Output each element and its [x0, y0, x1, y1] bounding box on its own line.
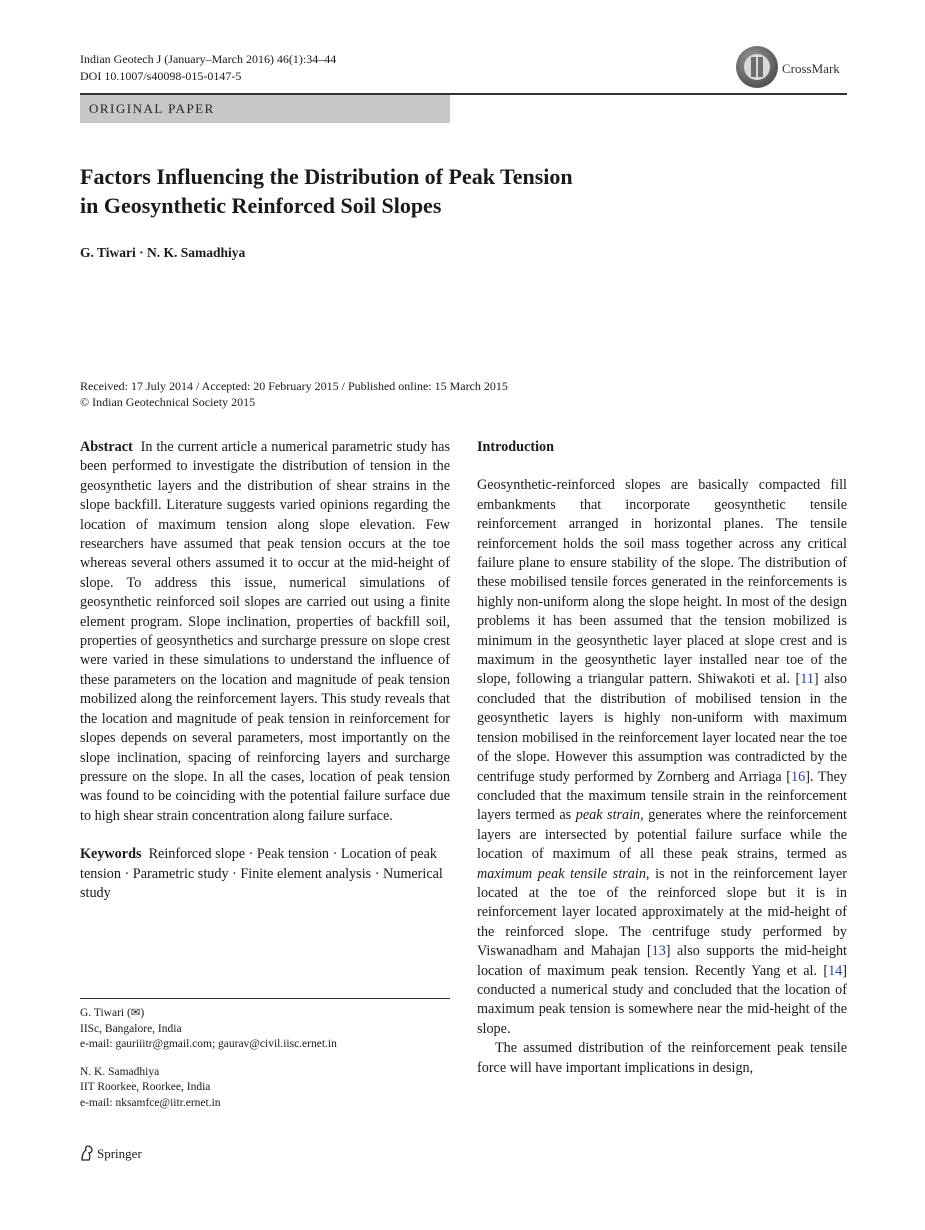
publisher-footer	[80, 1145, 142, 1165]
term-peak-strain: peak strain,	[575, 807, 644, 824]
springer-horse-icon	[80, 1145, 94, 1165]
history-line: Received: 17 July 2014 / Accepted: 20 February 2015 / Published online: 15 March 2015	[80, 379, 508, 393]
affiliation-name: G. Tiwari (✉)	[80, 1007, 145, 1019]
affiliation-email[interactable]: e-mail: nksamfce@iitr.ernet.in	[80, 1096, 221, 1109]
citation-link[interactable]: 16	[791, 768, 806, 785]
keywords	[80, 845, 450, 903]
crossmark-label: CrossMark	[782, 61, 840, 76]
crossmark-badge[interactable]	[736, 46, 848, 90]
affiliation-institution: IISc, Bangalore, India	[80, 1022, 182, 1035]
copyright-line: © Indian Geotechnical Society 2015	[80, 395, 256, 409]
affiliation-2	[80, 1065, 450, 1112]
citation-link[interactable]: 14	[828, 962, 843, 979]
crossmark-icon	[736, 46, 778, 88]
doi[interactable]: DOI 10.1007/s40098-015-0147-5	[80, 69, 242, 83]
paper-title	[80, 162, 780, 220]
affiliation-institution: IIT Roorkee, Roorkee, India	[80, 1081, 211, 1093]
journal-info	[80, 51, 336, 85]
affiliations	[80, 1006, 450, 1111]
affiliation-1	[80, 1006, 450, 1053]
affiliation-name: N. K. Samadhiya	[80, 1065, 160, 1078]
title-line-1: Factors Influencing the Distribution of Peak Tension	[80, 164, 573, 189]
journal-citation: Indian Geotech J (January–March 2016) 46(1):34–44	[80, 52, 337, 66]
keywords-label: Keywords	[80, 846, 142, 863]
article-type-badge: ORIGINAL PAPER	[80, 95, 450, 123]
right-column	[477, 438, 847, 1078]
abstract-label: Abstract	[80, 439, 133, 455]
affiliation-email[interactable]: e-mail: gauriiitr@gmail.com; gaurav@civil.iisc.ernet.in	[80, 1038, 337, 1050]
introduction-paragraph-2: The assumed distribution of the reinforcement peak tensile force will have important implications in design,	[477, 1040, 847, 1076]
authors: G. Tiwari · N. K. Samadhiya	[80, 245, 246, 260]
citation-link[interactable]: 11	[800, 671, 814, 688]
publisher-name: Springer	[97, 1145, 142, 1161]
title-line-2: in Geosynthetic Reinforced Soil Slopes	[80, 193, 442, 218]
introduction-paragraph-1: Geosynthetic-reinforced slopes are basically compacted fill embankments that incorporate geosynthetic tensile reinforcement arranged in horizontal planes. The tensile reinforcement holds the soil mass together across any critical failure plane to ensure stability of the slope. The distribution of these mobilised tensile forces generated in the reinforcements is highly non-uniform along the slope height. In most of the design problems it has been assumed that the tension mobilized is minimum in the geosynthetic layer placed at slope crest and is maximum in the geosynthetic layer installed near toe of the slope, following a triangular pattern. Shiwakoti et al. [11] also concluded that the distribution of mobilised tension in the geosynthetic layers is highly non-uniform with maximum tension mobilised in the reinforcement layer located near the toe of the slope. However this assumption was contradicted by the centrifuge study performed by Zornberg and Arriaga [16]. They concluded that the maximum tensile strain in the reinforcement layers termed as peak strain, generates where the reinforcement layers are intersected by potential failure surface while the location of maximum of all these peak strains, termed as maximum peak tensile strain, is not in the reinforcement layer located at the toe of the reinforced slope but it is in reinforcement layer located approximately at the mid-height of the reinforced slope. The centrifuge study performed by Viswanadham and Mahajan [13] also supports the mid-height location of maximum peak tension. Recently Yang et al. [14] conducted a numerical study and concluded that the location of maximum peak tension is somewhere near the mid-height of the slope.	[477, 477, 847, 1037]
keywords-text: Reinforced slope · Peak tension · Location of peak tension · Parametric study · Finite element analysis · Numerical study	[80, 846, 443, 901]
publication-dates	[80, 378, 508, 410]
left-column	[80, 438, 450, 903]
term-max-peak: maximum peak tensile strain,	[477, 865, 650, 882]
introduction-heading: Introduction	[477, 439, 554, 455]
abstract	[80, 438, 450, 826]
abstract-text: In the current article a numerical parametric study has been performed to investigate the distribution of tension in the geosynthetic layers and the distribution of shear strains in the slope backfill. Literature suggests varied opinions regarding the location of maximum tension along slope elevation. Few researchers have assumed that peak tension occurs at the toe whereas several others assumed it to occur at the mid-height of slope. To address this issue, numerical simulations of geosynthetic reinforced soil slopes are carried out using a finite element program. Slope inclination, properties of backfill soil, properties of geosynthetics and surcharge pressure on slope crest were varied in these simulations to understand the influence of these parameters on the location and magnitude of peak tension mobilized along the reinforcement layers. This study reveals that the location and magnitude of peak tension in reinforcement for slopes depends on several parameters, most importantly on the slope inclination, spacing of reinforcing layers and surcharge pressure on the slope. In all the cases, location of peak tension was found to be coinciding with the potential failure surface due to high shear strain concentration along failure surface.	[80, 439, 451, 824]
affiliation-divider	[80, 998, 450, 999]
citation-link[interactable]: 13	[651, 943, 666, 960]
